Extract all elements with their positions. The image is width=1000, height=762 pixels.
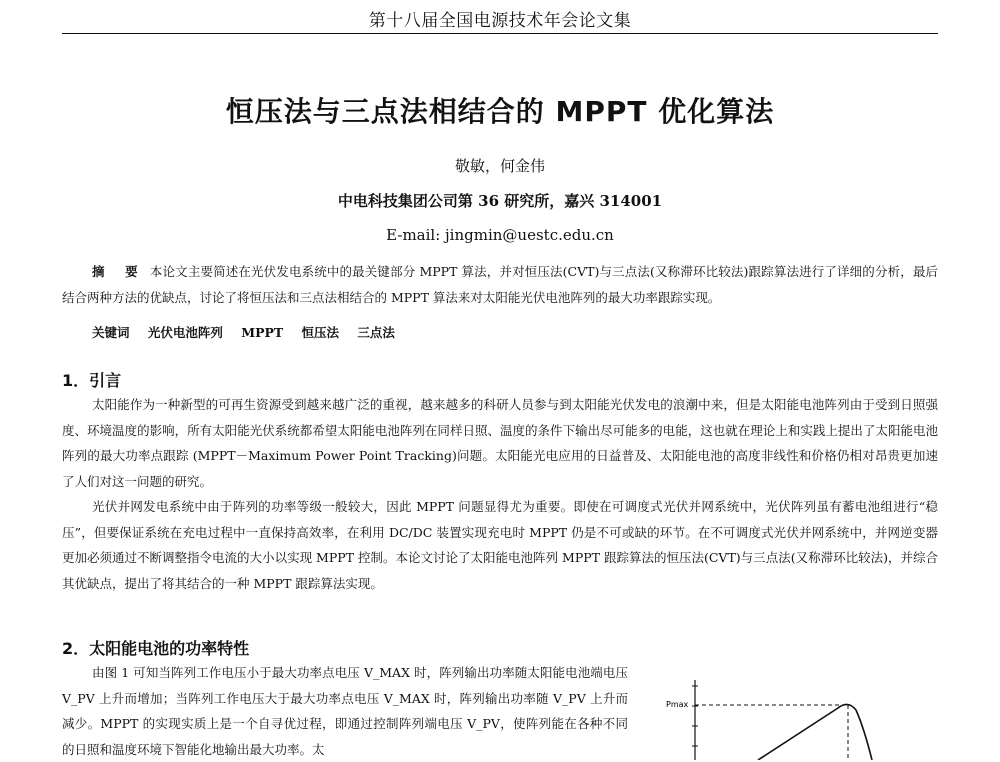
section-1-body — [62, 392, 938, 596]
paragraph: 太阳能作为一种新型的可再生资源受到越来越广泛的重视，越来越多的科研人员参与到太阳能光伏发电的浪潮中来，但是太阳能电池阵列由于受到日照强度、环境温度的影响，所有太阳能光伏系统都希望太阳能电池阵列在同样日照、温度的条件下输出尽可能多的电能，这也就在理论上和实践上提出了太阳能电池阵列的最大功率点跟踪 (MPPT－Maximum Power Point Tracking)问题。太阳能光电应用的日益普及、太阳能电池的高度非线性和价格仍相对昂贵更加速了人们对这一问题的研究。 — [62, 397, 938, 489]
figure-1-pv-power-curve — [650, 676, 930, 760]
power-curve — [758, 704, 872, 760]
keyword-item: 恒压法 — [301, 325, 340, 340]
paper-title: 恒压法与三点法相结合的 MPPT 优化算法 — [225, 95, 775, 128]
keywords-label: 关键词 — [92, 325, 130, 340]
paper-affiliation: 中电科技集团公司第 36 研究所，嘉兴 314001 — [337, 192, 663, 210]
figure-1-svg — [650, 676, 930, 760]
pmax-label: Pmax — [666, 700, 689, 709]
paper-authors: 敬敏，何金伟 — [454, 157, 545, 175]
abstract-label: 摘 要 — [92, 264, 146, 279]
keyword-item: MPPT — [241, 325, 284, 340]
paragraph: 光伏并网发电系统中由于阵列的功率等级一般较大，因此 MPPT 问题显得尤为重要。即使在可调度式光伏并网系统中，光伏阵列虽有蓄电池组进行“稳压”，但要保证系统在充电过程中一直保持高效率，在利用 DC/DC 装置实现充电时 MPPT 仍是不可或缺的环节。在不可调度式光伏并网系统中，并网逆变器更加必须通过不断调整指令电流的大小以实现 MPPT 控制。本论文讨论了太阳能电池阵列 MPPT 跟踪算法的恒压法(CVT)与三点法(又称滞环比较法)，并综合其优缺点，提出了将其结合的一种 MPPT 跟踪算法实现。 — [62, 499, 938, 591]
keyword-item: 三点法 — [357, 325, 395, 340]
keyword-item: 光伏电池阵列 — [147, 325, 223, 340]
section-1-heading: 1．引言 — [62, 371, 122, 390]
abstract — [62, 259, 938, 311]
section-2-body — [62, 660, 628, 762]
keywords — [92, 323, 409, 341]
running-header: 第十八届全国电源技术年会论文集 — [368, 11, 632, 31]
paragraph: 由图 1 可知当阵列工作电压小于最大功率点电压 V_MAX 时，阵列输出功率随太阳能电池端电压 V_PV 上升而增加；当阵列工作电压大于最大功率点电压 V_MAX 时，阵列输出功率随 V_PV 上升而减少。MPPT 的实现实质上是一个自寻优过程，即通过控制阵列端电压 V_PV，使阵列能在各种不同的日照和温度环境下智能化地输出最大功率。太 — [62, 665, 628, 757]
abstract-text: 本论文主要简述在光伏发电系统中的最关键部分 MPPT 算法，并对恒压法(CVT)与三点法(又称滞环比较法)跟踪算法进行了详细的分析，最后结合两种方法的优缺点，讨论了将恒压法和三点法相结合的 MPPT 算法来对太阳能光伏电池阵列的最大功率跟踪实现。 — [62, 264, 939, 305]
header-rule — [62, 33, 938, 34]
paper-email: E-mail: jingmin@uestc.edu.cn — [386, 226, 614, 244]
section-2-heading: 2．太阳能电池的功率特性 — [62, 639, 250, 658]
